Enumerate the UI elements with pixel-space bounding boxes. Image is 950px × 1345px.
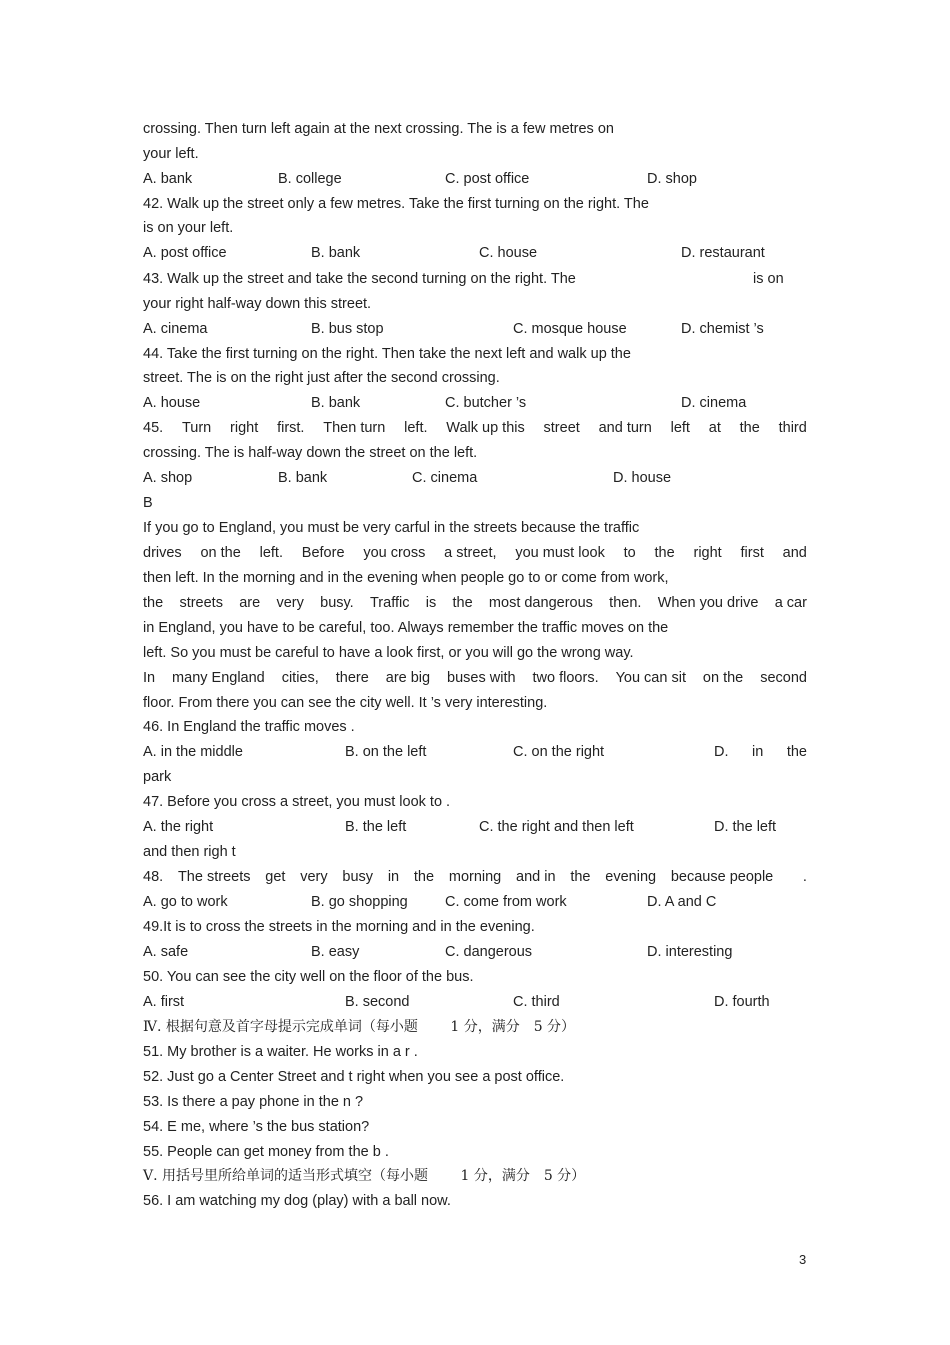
word: right [230, 420, 259, 436]
option-b: B. bank [311, 245, 361, 261]
word: you cross [363, 545, 426, 561]
word: you must look [515, 545, 605, 561]
word: the [739, 420, 760, 436]
passage-line [143, 542, 807, 564]
word: third [778, 420, 807, 436]
word: evening [605, 869, 657, 885]
word: the [413, 869, 435, 885]
q47-options [143, 816, 807, 838]
word: get [265, 869, 286, 885]
word: on the [702, 670, 744, 686]
q55-stem: 55. People can get money from the b . [143, 1144, 389, 1160]
q40-text-line: your left. [143, 146, 199, 162]
option-b: B. bus stop [311, 321, 384, 337]
option-b: B. college [278, 171, 342, 187]
option-b: B. bank [311, 395, 361, 411]
word: Before [301, 545, 345, 561]
q45-stem: crossing. The is half-way down the street on the left. [143, 445, 478, 461]
word: are [239, 595, 261, 611]
word: a street, [444, 545, 497, 561]
passage-line: then left. In the morning and in the evening when people go to or come from work, [143, 570, 669, 586]
word: then. [609, 595, 642, 611]
word: cities, [281, 670, 319, 686]
option-d: D. cinema [681, 395, 747, 411]
word: The streets [177, 869, 251, 885]
q42-stem: 42. Walk up the street only a few metres. Take the first turning on the right. The [143, 196, 649, 212]
option-a: A. in the middle [143, 744, 243, 760]
word: busy [342, 869, 374, 885]
word: the [654, 545, 675, 561]
word: and in [516, 869, 556, 885]
q43-stem [143, 268, 807, 290]
word: the [570, 869, 591, 885]
q45-stem [143, 417, 807, 439]
q45-options [143, 467, 807, 489]
word: In [143, 670, 156, 686]
q49-stem: 49.It is to cross the streets in the morning and in the evening. [143, 919, 535, 935]
q51-stem: 51. My brother is a waiter. He works in a r . [143, 1044, 418, 1060]
word: in [752, 744, 764, 760]
option-a: A. first [143, 994, 185, 1010]
q42-options [143, 242, 807, 264]
word: streets [179, 595, 223, 611]
option-b: B. easy [311, 944, 360, 960]
word: buses with [447, 670, 516, 686]
q47-wrap: and then righ t [143, 844, 236, 860]
option-d: D. restaurant [681, 245, 765, 261]
option-d: D. house [613, 470, 672, 486]
word: there [335, 670, 369, 686]
q46-options [143, 741, 807, 763]
q47-stem: 47. Before you cross a street, you must look to . [143, 794, 451, 810]
q53-stem: 53. Is there a pay phone in the n ? [143, 1094, 364, 1110]
section-iv-heading: Ⅳ. 根据句意及首字母提示完成单词（每小题 1 分，满分 5 分） [143, 1019, 576, 1035]
word: right [693, 545, 722, 561]
option-b: B. second [345, 994, 410, 1010]
option-d: D. A and C [647, 894, 717, 910]
q49-options [143, 941, 807, 963]
option-a: A. bank [143, 171, 193, 187]
q56-stem: 56. I am watching my dog (play) with a ball now. [143, 1193, 451, 1209]
word: 48. [143, 869, 164, 885]
option-c: C. the right and then left [479, 819, 634, 835]
word: the [786, 744, 807, 760]
word: very [276, 595, 304, 611]
option-a: A. shop [143, 470, 193, 486]
word: left. [259, 545, 283, 561]
option-c: C. come from work [445, 894, 567, 910]
word: and turn [598, 420, 652, 436]
q46-wrap: park [143, 769, 172, 785]
q43-stem: your right half-way down this street. [143, 296, 372, 312]
word: left [670, 420, 690, 436]
option-a: A. house [143, 395, 201, 411]
passage-line: left. So you must be careful to have a look first, or you will go the wrong way. [143, 645, 634, 661]
q50-stem: 50. You can see the city well on the floor of the bus. [143, 969, 474, 985]
option-a: A. safe [143, 944, 189, 960]
q52-stem: 52. Just go a Center Street and t right when you see a post office. [143, 1069, 565, 1085]
option-b: B. bank [278, 470, 328, 486]
q44-options [143, 392, 807, 414]
word: Walk up this [446, 420, 525, 436]
word: Then turn [323, 420, 386, 436]
q43-stem-text: 43. Walk up the street and take the second turning on the right. The [143, 271, 576, 287]
option-b: B. go shopping [311, 894, 408, 910]
word: on the [200, 545, 241, 561]
option-c: C. third [513, 994, 560, 1010]
option-d: D. the left [714, 819, 777, 835]
passage-line: floor. From there you can see the city well. It ’s very interesting. [143, 695, 548, 711]
word: busy. [320, 595, 354, 611]
option-c: C. mosque house [513, 321, 627, 337]
passage-line: in England, you have to be careful, too. Always remember the traffic moves on the [143, 620, 669, 636]
option-a: A. post office [143, 245, 227, 261]
word: to [623, 545, 636, 561]
option-a: A. the right [143, 819, 214, 835]
option-c: C. dangerous [445, 944, 533, 960]
word: are big [385, 670, 431, 686]
word: many England [172, 670, 265, 686]
word: the [143, 595, 164, 611]
passage-line [143, 667, 807, 689]
option-c: C. cinema [412, 470, 478, 486]
word: second [760, 670, 807, 686]
word: the [452, 595, 473, 611]
passage-line [143, 592, 807, 614]
word: left. [404, 420, 428, 436]
word: . [802, 869, 807, 885]
q41-options [143, 168, 807, 190]
word: drives [143, 545, 182, 561]
option-d: D. chemist ’s [681, 321, 764, 337]
word: morning [448, 869, 502, 885]
page-number: 3 [799, 1252, 807, 1267]
q44-stem: street. The is on the right just after the second crossing. [143, 370, 500, 386]
q40-text-line: crossing. Then turn left again at the next crossing. The is a few metres on [143, 121, 614, 137]
word: is [425, 595, 437, 611]
passage-line: If you go to England, you must be very carful in the streets because the traffic [143, 520, 640, 536]
q50-options [143, 991, 807, 1013]
word: two floors. [532, 670, 599, 686]
q48-stem [143, 866, 807, 888]
word: at [708, 420, 721, 436]
option-a: A. cinema [143, 321, 208, 337]
word: street [543, 420, 580, 436]
q48-options [143, 891, 807, 913]
word: a car [774, 595, 807, 611]
section-b-heading: B [143, 495, 153, 511]
word: 45. [143, 420, 164, 436]
word: first [740, 545, 764, 561]
q43-options [143, 318, 807, 340]
word: D. [714, 744, 729, 760]
q44-stem: 44. Take the first turning on the right. Then take the next left and walk up the [143, 346, 631, 362]
word: very [300, 869, 328, 885]
option-c: C. butcher ’s [445, 395, 527, 411]
option-b: B. on the left [345, 744, 427, 760]
section-v-heading: Ⅴ. 用括号里所给单词的适当形式填空（每小题 1 分，满分 5 分） [143, 1168, 586, 1184]
word: and [782, 545, 807, 561]
word: because people [670, 869, 774, 885]
word: first. [277, 420, 305, 436]
option-b: B. the left [345, 819, 407, 835]
option-d: D. interesting [647, 944, 733, 960]
word: in [387, 869, 400, 885]
q42-stem: is on your left. [143, 220, 234, 236]
q46-stem: 46. In England the traffic moves . [143, 719, 355, 735]
option-c: C. house [479, 245, 538, 261]
word: When you drive [657, 595, 759, 611]
word: Traffic [369, 595, 410, 611]
option-d [714, 741, 807, 763]
word: Turn [181, 420, 212, 436]
word: You can sit [615, 670, 686, 686]
option-c: C. on the right [513, 744, 605, 760]
option-d: D. shop [647, 171, 697, 187]
q54-stem: 54. E me, where ’s the bus station? [143, 1119, 370, 1135]
q43-stem-tail: is on [753, 271, 784, 287]
option-a: A. go to work [143, 894, 228, 910]
word: most dangerous [488, 595, 593, 611]
option-d: D. fourth [714, 994, 770, 1010]
option-c: C. post office [445, 171, 530, 187]
